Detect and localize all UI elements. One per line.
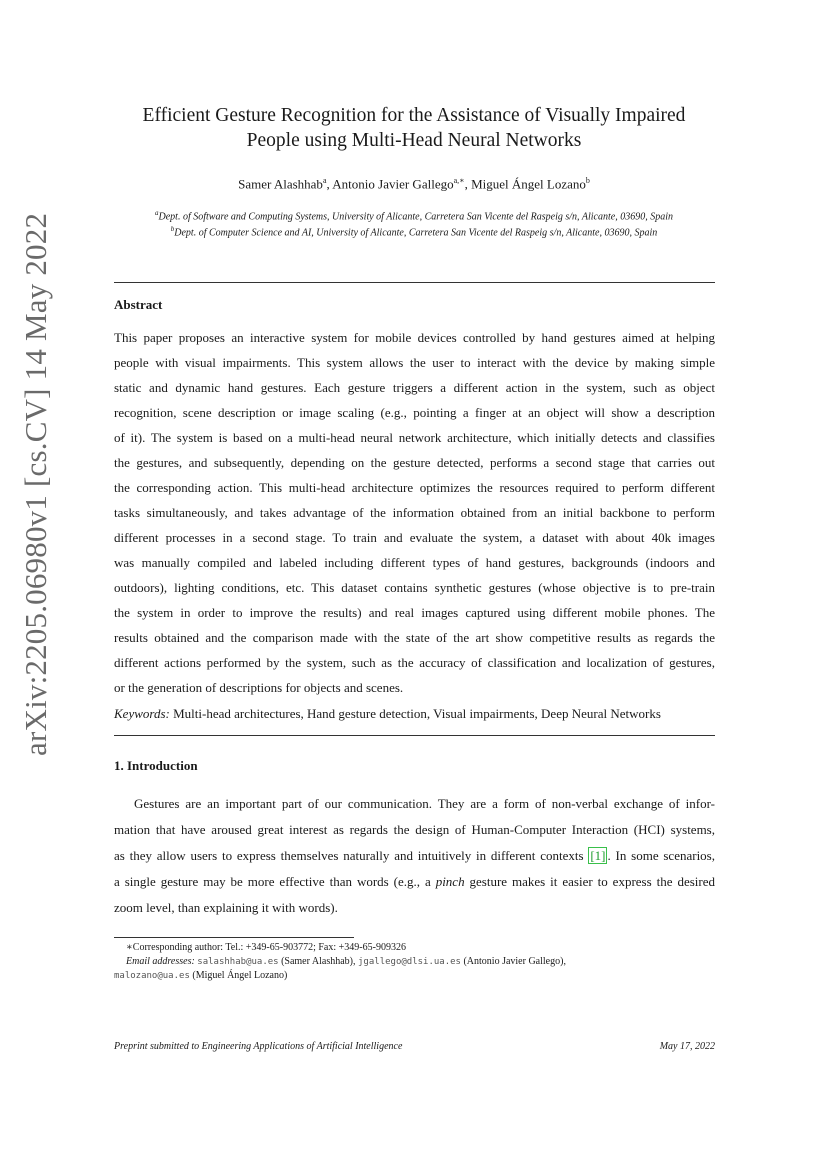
abstract-line: static and dynamic hand gestures. Each gesture triggers a different action in the system, such as object: [114, 380, 715, 395]
intro-line: zoom level, than explaining it with words).: [114, 900, 338, 915]
author-name: , Miguel Ángel Lozano: [464, 176, 586, 192]
email-link[interactable]: malozano@ua.es: [114, 971, 190, 981]
author-name: Samer Alashhab: [238, 176, 323, 192]
email-owner: (Antonio Javier Gallego),: [460, 956, 566, 967]
citation-link[interactable]: [1]: [590, 848, 606, 863]
section-heading-introduction: 1. Introduction: [114, 758, 198, 773]
intro-text: . In some scenarios,: [607, 848, 715, 863]
abstract-line: different processes in a second stage. To train and evaluate the system, a dataset with about 40k images: [114, 530, 715, 545]
abstract-line: or the generation of descriptions for objects and scenes.: [114, 680, 404, 695]
affil-text: Dept. of Software and Computing Systems, University of Alicante, Carretera San Vicente del Raspeig s/n, Alicante, 03690, Spain: [158, 211, 673, 223]
email-owner: (Samer Alashhab),: [278, 956, 359, 967]
abstract-line: tasks simultaneously, and takes advantage of the information obtained from an initial backbone to perform: [114, 505, 715, 520]
footnote-corresponding: ∗Corresponding author: Tel.: +349-65-903772; Fax: +349-65-909326: [126, 942, 406, 953]
abstract-line: of it). The system is based on a multi-head neural network architecture, which initially detects and classifies: [114, 430, 715, 445]
abstract-line: the corresponding action. This multi-head architecture optimizes the resources required to perform different: [114, 480, 715, 495]
title-line-1: Efficient Gesture Recognition for the Assistance of Visually Impaired: [142, 105, 686, 126]
email-label: Email addresses:: [126, 956, 195, 967]
author-affil-mark: a: [322, 176, 327, 185]
abstract-line: results obtained and the comparison made with the state of the art show competitive results as regards the: [114, 630, 715, 645]
email-link[interactable]: jgallego@dlsi.ua.es: [358, 957, 461, 967]
author-affil-mark: b: [585, 176, 590, 185]
abstract-heading: Abstract: [114, 297, 163, 312]
intro-text: as they allow users to express themselves naturally and intuitively in different contexts: [114, 848, 589, 863]
abstract-line: This paper proposes an interactive system for mobile devices controlled by hand gestures aimed at helping: [114, 330, 715, 345]
abstract-line: outdoors), lighting conditions, etc. This dataset contains synthetic gestures (whose objective is to pre-train: [114, 580, 715, 595]
footnote-emails: [114, 955, 715, 969]
intro-text: a single gesture may be more effective than words (e.g., a: [114, 874, 436, 889]
affiliation-a: [100, 207, 728, 223]
author-list: [100, 176, 728, 192]
footnotes: [114, 941, 715, 983]
abstract-line: people with visual impairments. This system allows the user to interact with the device by making simple: [114, 355, 715, 370]
affil-mark: a: [155, 209, 159, 217]
footer-venue: Preprint submitted to Engineering Applications of Artificial Intelligence: [114, 1041, 403, 1052]
abstract-line: was manually compiled and labeled including different types of hand gestures, backgrounds (indoors and: [114, 555, 715, 570]
arxiv-identifier[interactable]: arXiv:2205.06980v1 [cs.CV] 14 May 2022: [18, 212, 53, 756]
paper-title: [100, 103, 728, 153]
intro-line: Gestures are an important part of our communication. They are a form of non-verbal exchange of infor-: [134, 796, 715, 811]
footnote-emails-cont: [114, 969, 715, 983]
intro-text: gesture makes it easier to express the desired: [464, 874, 715, 889]
affil-mark: b: [170, 225, 175, 234]
abstract-top-rule: [114, 282, 715, 283]
keywords-text: Multi-head architectures, Hand gesture detection, Visual impairments, Deep Neural Networks: [169, 706, 661, 721]
abstract-body: [114, 329, 715, 704]
abstract-line: different actions performed by the system, such as the accuracy of classification and localization of gestures,: [114, 655, 715, 670]
introduction-body: [114, 795, 715, 925]
keywords-label: Keywords:: [114, 706, 170, 721]
affiliation-b: [100, 223, 728, 239]
intro-line: mation that have aroused great interest as regards the design of Human-Computer Interaction (HCI) systems,: [114, 822, 715, 837]
footnote-rule: [114, 937, 354, 938]
affil-text: Dept. of Computer Science and AI, University of Alicante, Carretera San Vicente del Raspeig s/n, Alicante, 03690, Spain: [174, 227, 658, 239]
intro-line: [114, 873, 715, 899]
abstract-line: recognition, scene description or image scaling (e.g., pointing a finger at an object will show a description: [114, 405, 715, 420]
email-owner: (Miguel Ángel Lozano): [189, 970, 288, 981]
footer-date: May 17, 2022: [659, 1041, 715, 1052]
abstract-line: the gestures, and subsequently, depending on the gesture detected, performs a second stage that carries out: [114, 455, 715, 470]
affiliations: [100, 207, 728, 240]
abstract-bottom-rule: [114, 735, 715, 736]
email-link[interactable]: salashhab@ua.es: [197, 957, 279, 967]
keywords: [114, 706, 661, 722]
emphasis-text: pinch: [435, 874, 465, 889]
abstract-line: the system in order to improve the results) and real images captured using different mobile phones. The: [114, 605, 715, 620]
title-line-2: People using Multi-Head Neural Networks: [246, 130, 582, 151]
intro-line: [114, 847, 715, 873]
author-name: , Antonio Javier Gallego: [326, 176, 454, 192]
author-affil-mark: a,∗: [453, 176, 465, 185]
